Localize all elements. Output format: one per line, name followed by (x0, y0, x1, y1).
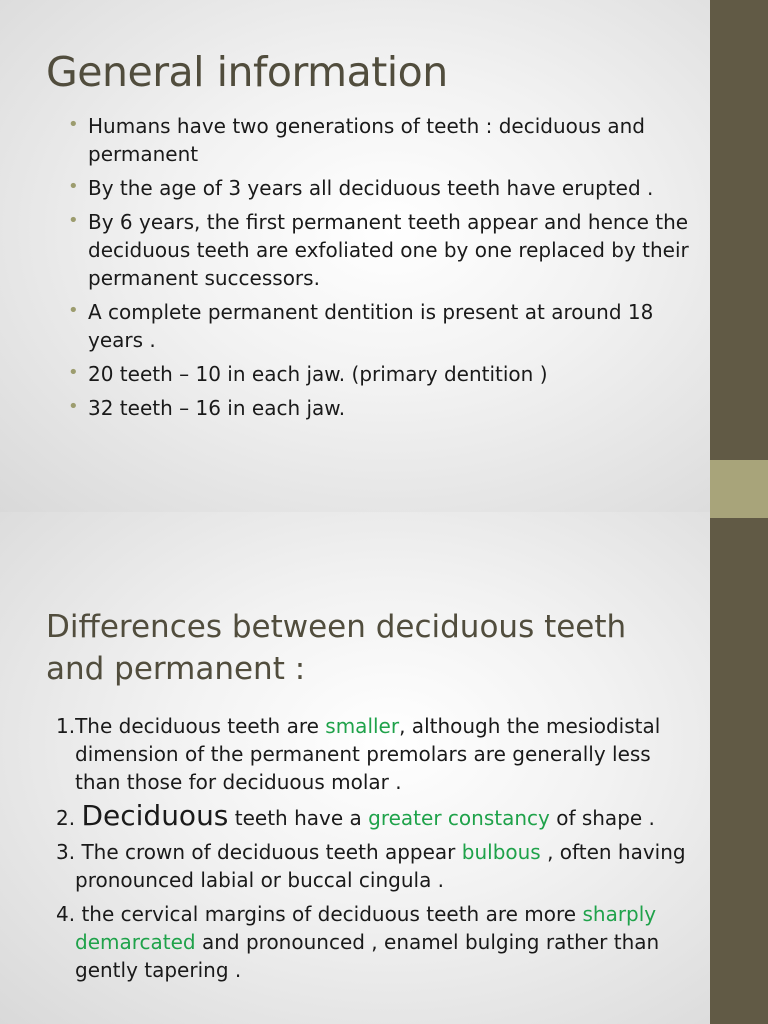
slide-title: General information (46, 48, 448, 96)
list-item: • A complete permanent dentition is present at around 18 years . (64, 298, 704, 354)
emphasis-text: Deciduous (81, 799, 229, 832)
list-item: • 32 teeth – 16 in each jaw. (64, 394, 704, 422)
slide-general-information (0, 0, 710, 512)
highlight-text: smaller (325, 714, 400, 738)
list-item: • Humans have two generations of teeth : deciduous and permanent (64, 112, 704, 168)
point-text: 3. The crown of deciduous teeth appear (56, 840, 462, 864)
point-text: teeth have a (228, 806, 369, 830)
list-item (56, 900, 696, 984)
point-text: , often having pronounced labial or buccal cingula . (75, 840, 686, 892)
list-item: • By the age of 3 years all deciduous teeth have erupted . (64, 174, 704, 202)
point-text: and pronounced , enamel bulging rather than gently tapering . (75, 930, 660, 982)
point-number: 2. (56, 806, 82, 830)
sidebar-accent-block (710, 460, 768, 518)
point-text: 4. the cervical margins of deciduous teeth are more (56, 902, 583, 926)
highlight-text: greater constancy (368, 806, 550, 830)
bullet-list (64, 112, 704, 428)
highlight-text: sharply demarcated (75, 902, 657, 954)
numbered-list (56, 712, 696, 990)
highlight-text: bulbous (461, 840, 541, 864)
sidebar-dark-bar (710, 0, 768, 460)
sidebar-dark-bar (710, 518, 768, 1024)
list-item (56, 799, 696, 832)
list-item: • 20 teeth – 10 in each jaw. (primary dentition ) (64, 360, 704, 388)
point-text: , although the mesiodistal dimension of the permanent premolars are generally less than those for deciduous molar . (75, 714, 661, 794)
point-text: 1.The deciduous teeth are (56, 714, 326, 738)
point-text: of shape . (549, 806, 655, 830)
list-item (56, 838, 696, 894)
list-item: • By 6 years, the first permanent teeth appear and hence the deciduous teeth are exfoliated one by one replaced by their permanent successors. (64, 208, 704, 292)
list-item (56, 712, 696, 796)
slide-differences (0, 512, 710, 1024)
slide-title: Differences between deciduous teeth and permanent : (46, 609, 627, 687)
